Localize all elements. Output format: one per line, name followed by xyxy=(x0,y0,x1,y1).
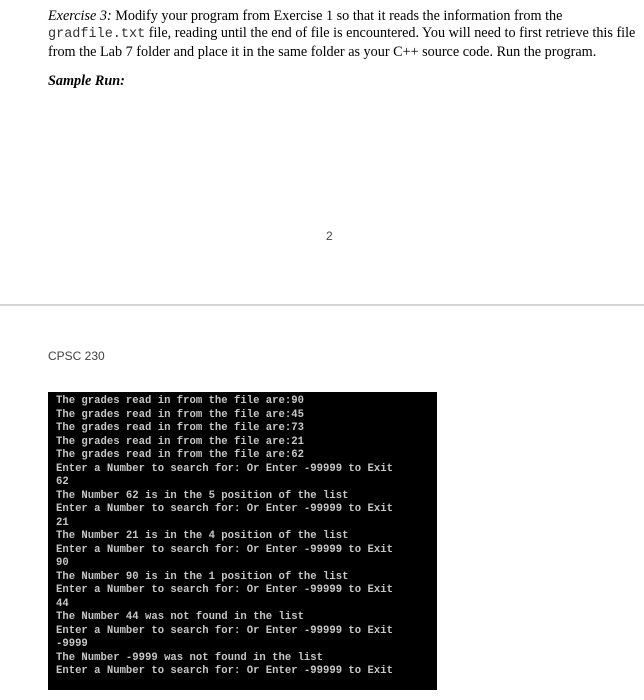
console-line: The grades read in from the file are:73 xyxy=(56,422,304,434)
console-line: The Number 21 is in the 4 position of the list xyxy=(56,530,349,542)
console-line: Enter a Number to search for: Or Enter -99999 to Exit xyxy=(56,665,393,677)
exercise-text-part2: file, reading until the end of file is encountered. You will need to first retrieve this file from the Lab 7 folder and place it in the same folder as your C++ source code. Run the program. xyxy=(48,24,636,60)
console-output-screenshot xyxy=(48,392,437,690)
console-line: The Number 44 was not found in the list xyxy=(56,611,304,623)
console-line: The grades read in from the file are:62 xyxy=(56,449,304,461)
exercise-label: Exercise 3: xyxy=(48,8,112,24)
console-line: Enter a Number to search for: Or Enter -99999 to Exit xyxy=(56,462,393,475)
console-line: The grades read in from the file are:21 xyxy=(56,435,304,448)
page-number: 2 xyxy=(326,229,333,243)
exercise-paragraph xyxy=(48,8,636,60)
console-line: The Number 90 is in the 1 position of the list xyxy=(56,570,349,583)
console-line: The grades read in from the file are:45 xyxy=(56,408,304,421)
console-line: Enter a Number to search for: Or Enter -99999 to Exit xyxy=(56,543,393,556)
console-line: 62 xyxy=(56,476,69,488)
console-line: The grades read in from the file are:90 xyxy=(56,395,304,407)
exercise-text-part1: Modify your program from Exercise 1 so that it reads the information from the xyxy=(111,8,563,24)
exercise-filename: gradfile.txt xyxy=(48,26,146,42)
console-line: 90 xyxy=(56,557,69,569)
console-line: The Number -9999 was not found in the list xyxy=(56,651,324,664)
console-line: -9999 xyxy=(56,638,88,650)
console-line: Enter a Number to search for: Or Enter -99999 to Exit xyxy=(56,624,393,637)
sample-run-heading: Sample Run: xyxy=(48,73,125,89)
console-line: Enter a Number to search for: Or Enter -99999 to Exit xyxy=(56,503,393,515)
console-line: The Number 62 is in the 5 position of the list xyxy=(56,489,349,502)
page-footer: CPSC 230 xyxy=(48,349,105,363)
console-line: Enter a Number to search for: Or Enter -99999 to Exit xyxy=(56,584,393,596)
page-divider xyxy=(0,304,644,306)
console-line: 44 xyxy=(56,597,69,610)
console-line: 21 xyxy=(56,516,69,529)
